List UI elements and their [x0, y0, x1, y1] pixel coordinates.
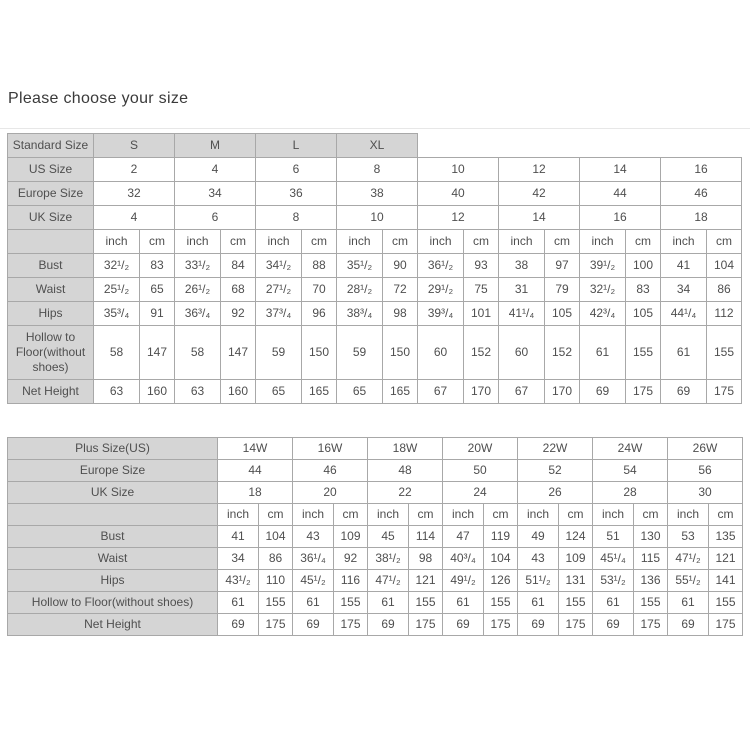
value-cell: cm	[302, 230, 337, 254]
value-cell: 22	[368, 482, 443, 504]
value-cell: 28	[593, 482, 668, 504]
value-cell: 175	[707, 380, 742, 404]
value-cell: inch	[443, 504, 484, 526]
value-cell: inch	[661, 230, 707, 254]
value-cell: 26W	[668, 438, 743, 460]
value-cell: 175	[409, 614, 443, 636]
value-cell: 175	[634, 614, 668, 636]
value-cell: 6	[256, 158, 337, 182]
value-cell: 116	[334, 570, 368, 592]
header-cell: Bust	[8, 254, 94, 278]
value-cell: 104	[259, 526, 293, 548]
value-cell: 38	[499, 254, 545, 278]
value-cell: 79	[545, 278, 580, 302]
value-cell: 100	[626, 254, 661, 278]
value-cell: 155	[409, 592, 443, 614]
value-cell: 38	[337, 182, 418, 206]
value-cell: 20W	[443, 438, 518, 460]
uk-size-row	[8, 206, 742, 230]
value-cell: 61	[593, 592, 634, 614]
value-cell: 126	[484, 570, 518, 592]
value-cell: 10	[418, 158, 499, 182]
value-cell: 46	[661, 182, 742, 206]
header-cell: Hips	[8, 302, 94, 326]
header-cell: Bust	[8, 526, 218, 548]
value-cell: 86	[707, 278, 742, 302]
value-cell: 41¹/₄	[499, 302, 545, 326]
value-cell: 88	[302, 254, 337, 278]
value-cell: 121	[409, 570, 443, 592]
value-cell: 38³/₄	[337, 302, 383, 326]
value-cell: 61	[580, 326, 626, 380]
value-cell: 63	[175, 380, 221, 404]
value-cell: 43¹/₂	[218, 570, 259, 592]
value-cell: 14	[580, 158, 661, 182]
value-cell: 97	[545, 254, 580, 278]
value-cell: inch	[218, 504, 259, 526]
value-cell: 41	[218, 526, 259, 548]
value-cell: 147	[140, 326, 175, 380]
value-cell: 34	[661, 278, 707, 302]
value-cell: 147	[221, 326, 256, 380]
value-cell: 31	[499, 278, 545, 302]
value-cell: 124	[559, 526, 593, 548]
value-cell: 69	[368, 614, 409, 636]
value-cell: 39³/₄	[418, 302, 464, 326]
value-cell: 50	[443, 460, 518, 482]
value-cell: 2	[94, 158, 175, 182]
value-cell: 60	[418, 326, 464, 380]
standard-size-row	[8, 134, 742, 158]
header-cell: UK Size	[8, 206, 94, 230]
value-cell: 105	[626, 302, 661, 326]
value-cell: cm	[484, 504, 518, 526]
value-cell: 72	[383, 278, 418, 302]
value-cell: 53¹/₂	[593, 570, 634, 592]
value-cell: 160	[140, 380, 175, 404]
value-cell: 155	[634, 592, 668, 614]
value-cell: inch	[368, 504, 409, 526]
unit-row	[8, 230, 742, 254]
value-cell: 36¹/₄	[293, 548, 334, 570]
value-cell: 69	[661, 380, 707, 404]
value-cell: 130	[634, 526, 668, 548]
value-cell: 109	[559, 548, 593, 570]
value-cell: 58	[175, 326, 221, 380]
unit-row	[8, 504, 743, 526]
value-cell: cm	[626, 230, 661, 254]
value-cell: 14W	[218, 438, 293, 460]
page-title: Please choose your size	[8, 90, 189, 107]
value-cell: 69	[593, 614, 634, 636]
value-cell: 75	[464, 278, 499, 302]
uk-size-row	[8, 482, 743, 504]
value-cell: 16	[661, 158, 742, 182]
header-cell	[8, 504, 218, 526]
value-cell: cm	[464, 230, 499, 254]
value-cell: 155	[709, 592, 743, 614]
header-cell: Net Height	[8, 380, 94, 404]
europe-size-row	[8, 182, 742, 206]
value-cell: 69	[518, 614, 559, 636]
value-cell: 34	[175, 182, 256, 206]
value-cell: 37³/₄	[256, 302, 302, 326]
value-cell: 110	[259, 570, 293, 592]
value-cell: inch	[593, 504, 634, 526]
value-cell: 170	[545, 380, 580, 404]
value-cell: 34	[218, 548, 259, 570]
value-cell: 44	[580, 182, 661, 206]
value-cell: 155	[559, 592, 593, 614]
value-cell: 61	[443, 592, 484, 614]
value-cell: 92	[334, 548, 368, 570]
value-cell: 18	[661, 206, 742, 230]
value-cell: 83	[626, 278, 661, 302]
value-cell: 104	[707, 254, 742, 278]
header-cell: UK Size	[8, 482, 218, 504]
value-cell: 16	[580, 206, 661, 230]
value-cell: 38¹/₂	[368, 548, 409, 570]
value-cell: cm	[545, 230, 580, 254]
header-cell: Hips	[8, 570, 218, 592]
value-cell: 59	[337, 326, 383, 380]
value-cell: 155	[707, 326, 742, 380]
value-cell: 44	[218, 460, 293, 482]
waist-row	[8, 278, 742, 302]
value-cell: 59	[256, 326, 302, 380]
value-cell: 109	[334, 526, 368, 548]
bust-row	[8, 254, 742, 278]
value-cell: 56	[668, 460, 743, 482]
header-cell: US Size	[8, 158, 94, 182]
value-cell: 18	[218, 482, 293, 504]
value-cell: 65	[256, 380, 302, 404]
value-cell: 41	[661, 254, 707, 278]
value-cell: 12	[418, 206, 499, 230]
value-cell: 42	[499, 182, 580, 206]
value-cell: 51¹/₂	[518, 570, 559, 592]
hollow-to-floor-row	[8, 592, 743, 614]
hollow-to-floor-row	[8, 326, 742, 380]
value-cell: 32¹/₂	[580, 278, 626, 302]
header-cell: Waist	[8, 278, 94, 302]
value-cell: 44¹/₄	[661, 302, 707, 326]
value-cell: 155	[259, 592, 293, 614]
waist-row	[8, 548, 743, 570]
header-cell	[8, 230, 94, 254]
value-cell: 43	[518, 548, 559, 570]
value-cell: 47¹/₂	[668, 548, 709, 570]
value-cell: 91	[140, 302, 175, 326]
value-cell: 152	[464, 326, 499, 380]
value-cell: 104	[484, 548, 518, 570]
value-cell: 10	[337, 206, 418, 230]
value-cell: 52	[518, 460, 593, 482]
value-cell: 49	[518, 526, 559, 548]
value-cell: 175	[709, 614, 743, 636]
value-cell: 45¹/₄	[593, 548, 634, 570]
value-cell: 175	[484, 614, 518, 636]
value-cell: 29¹/₂	[418, 278, 464, 302]
value-cell: 8	[256, 206, 337, 230]
bust-row	[8, 526, 743, 548]
value-cell: 47¹/₂	[368, 570, 409, 592]
value-cell: 35³/₄	[94, 302, 140, 326]
value-cell: 150	[302, 326, 337, 380]
value-cell: 51	[593, 526, 634, 548]
value-cell: 30	[668, 482, 743, 504]
value-cell: 47	[443, 526, 484, 548]
value-cell: 39¹/₂	[580, 254, 626, 278]
value-cell: 86	[259, 548, 293, 570]
value-cell: 42³/₄	[580, 302, 626, 326]
value-cell: inch	[94, 230, 140, 254]
value-cell: 98	[409, 548, 443, 570]
value-cell: 43	[293, 526, 334, 548]
value-cell: 65	[337, 380, 383, 404]
value-cell: 22W	[518, 438, 593, 460]
us-size-row	[8, 158, 742, 182]
value-cell: 69	[443, 614, 484, 636]
value-cell: 34¹/₂	[256, 254, 302, 278]
value-cell: inch	[580, 230, 626, 254]
value-cell: cm	[559, 504, 593, 526]
title-divider	[0, 128, 750, 129]
value-cell: 36³/₄	[175, 302, 221, 326]
value-cell: cm	[634, 504, 668, 526]
value-cell: 67	[499, 380, 545, 404]
value-cell: cm	[259, 504, 293, 526]
value-cell: 152	[545, 326, 580, 380]
value-cell: 70	[302, 278, 337, 302]
value-cell: cm	[409, 504, 443, 526]
value-cell: 18W	[368, 438, 443, 460]
value-cell: 54	[593, 460, 668, 482]
value-cell: inch	[293, 504, 334, 526]
value-cell: 16W	[293, 438, 368, 460]
header-cell: Hollow to Floor(without shoes)	[8, 592, 218, 614]
net-height-row	[8, 380, 742, 404]
value-cell: 115	[634, 548, 668, 570]
value-cell: 46	[293, 460, 368, 482]
value-cell: cm	[383, 230, 418, 254]
value-cell: 90	[383, 254, 418, 278]
value-cell: 20	[293, 482, 368, 504]
value-cell: 49¹/₂	[443, 570, 484, 592]
europe-size-row	[8, 460, 743, 482]
header-cell: L	[256, 134, 337, 158]
value-cell: 175	[334, 614, 368, 636]
value-cell: cm	[221, 230, 256, 254]
header-cell: Europe Size	[8, 460, 218, 482]
header-cell: XL	[337, 134, 418, 158]
value-cell: inch	[337, 230, 383, 254]
value-cell: 40	[418, 182, 499, 206]
value-cell: 12	[499, 158, 580, 182]
value-cell: 101	[464, 302, 499, 326]
plus-size-table	[7, 437, 743, 636]
value-cell: 155	[484, 592, 518, 614]
value-cell: 83	[140, 254, 175, 278]
value-cell: 136	[634, 570, 668, 592]
value-cell: 60	[499, 326, 545, 380]
value-cell: 112	[707, 302, 742, 326]
value-cell: 165	[383, 380, 418, 404]
value-cell: inch	[518, 504, 559, 526]
value-cell: 48	[368, 460, 443, 482]
header-cell: Waist	[8, 548, 218, 570]
standard-size-table	[7, 133, 742, 404]
value-cell: cm	[140, 230, 175, 254]
value-cell: 155	[626, 326, 661, 380]
value-cell: 160	[221, 380, 256, 404]
value-cell: 155	[334, 592, 368, 614]
value-cell: 92	[221, 302, 256, 326]
value-cell: 58	[94, 326, 140, 380]
value-cell: 175	[626, 380, 661, 404]
value-cell: 28¹/₂	[337, 278, 383, 302]
value-cell: 55¹/₂	[668, 570, 709, 592]
value-cell: 175	[259, 614, 293, 636]
net-height-row	[8, 614, 743, 636]
value-cell: 69	[218, 614, 259, 636]
value-cell: 131	[559, 570, 593, 592]
value-cell: 61	[218, 592, 259, 614]
header-cell: Hollow to Floor(without shoes)	[8, 326, 94, 380]
value-cell: 121	[709, 548, 743, 570]
value-cell: 105	[545, 302, 580, 326]
value-cell: 61	[668, 592, 709, 614]
value-cell: 69	[293, 614, 334, 636]
value-cell: 63	[94, 380, 140, 404]
value-cell: 14	[499, 206, 580, 230]
value-cell: inch	[175, 230, 221, 254]
plus-size-row	[8, 438, 743, 460]
value-cell: 61	[368, 592, 409, 614]
value-cell: 135	[709, 526, 743, 548]
value-cell: 4	[175, 158, 256, 182]
value-cell: 61	[661, 326, 707, 380]
value-cell: 96	[302, 302, 337, 326]
value-cell: 27¹/₂	[256, 278, 302, 302]
value-cell: 170	[464, 380, 499, 404]
value-cell: 40³/₄	[443, 548, 484, 570]
value-cell: 36	[256, 182, 337, 206]
value-cell: 32¹/₂	[94, 254, 140, 278]
value-cell: 25¹/₂	[94, 278, 140, 302]
value-cell: 165	[302, 380, 337, 404]
value-cell: 93	[464, 254, 499, 278]
value-cell: cm	[707, 230, 742, 254]
value-cell: 53	[668, 526, 709, 548]
value-cell: 150	[383, 326, 418, 380]
value-cell: 8	[337, 158, 418, 182]
value-cell: 24W	[593, 438, 668, 460]
value-cell: 141	[709, 570, 743, 592]
value-cell: 114	[409, 526, 443, 548]
value-cell: 98	[383, 302, 418, 326]
value-cell: 4	[94, 206, 175, 230]
value-cell: 26¹/₂	[175, 278, 221, 302]
value-cell: inch	[256, 230, 302, 254]
value-cell: 61	[518, 592, 559, 614]
value-cell: 36¹/₂	[418, 254, 464, 278]
header-cell: Plus Size(US)	[8, 438, 218, 460]
header-cell: M	[175, 134, 256, 158]
value-cell: 32	[94, 182, 175, 206]
value-cell: inch	[668, 504, 709, 526]
header-cell: Net Height	[8, 614, 218, 636]
value-cell: 119	[484, 526, 518, 548]
hips-row	[8, 570, 743, 592]
value-cell: inch	[418, 230, 464, 254]
value-cell: inch	[499, 230, 545, 254]
value-cell: 65	[140, 278, 175, 302]
value-cell: cm	[709, 504, 743, 526]
hips-row	[8, 302, 742, 326]
value-cell: 175	[559, 614, 593, 636]
value-cell: 67	[418, 380, 464, 404]
value-cell: cm	[334, 504, 368, 526]
value-cell: 45	[368, 526, 409, 548]
value-cell: 33¹/₂	[175, 254, 221, 278]
header-cell: Europe Size	[8, 182, 94, 206]
value-cell: 69	[580, 380, 626, 404]
value-cell: 24	[443, 482, 518, 504]
value-cell: 6	[175, 206, 256, 230]
value-cell: 69	[668, 614, 709, 636]
header-cell: Standard Size	[8, 134, 94, 158]
value-cell: 35¹/₂	[337, 254, 383, 278]
value-cell: 45¹/₂	[293, 570, 334, 592]
value-cell: 84	[221, 254, 256, 278]
value-cell: 68	[221, 278, 256, 302]
value-cell: 61	[293, 592, 334, 614]
header-cell: S	[94, 134, 175, 158]
value-cell: 26	[518, 482, 593, 504]
